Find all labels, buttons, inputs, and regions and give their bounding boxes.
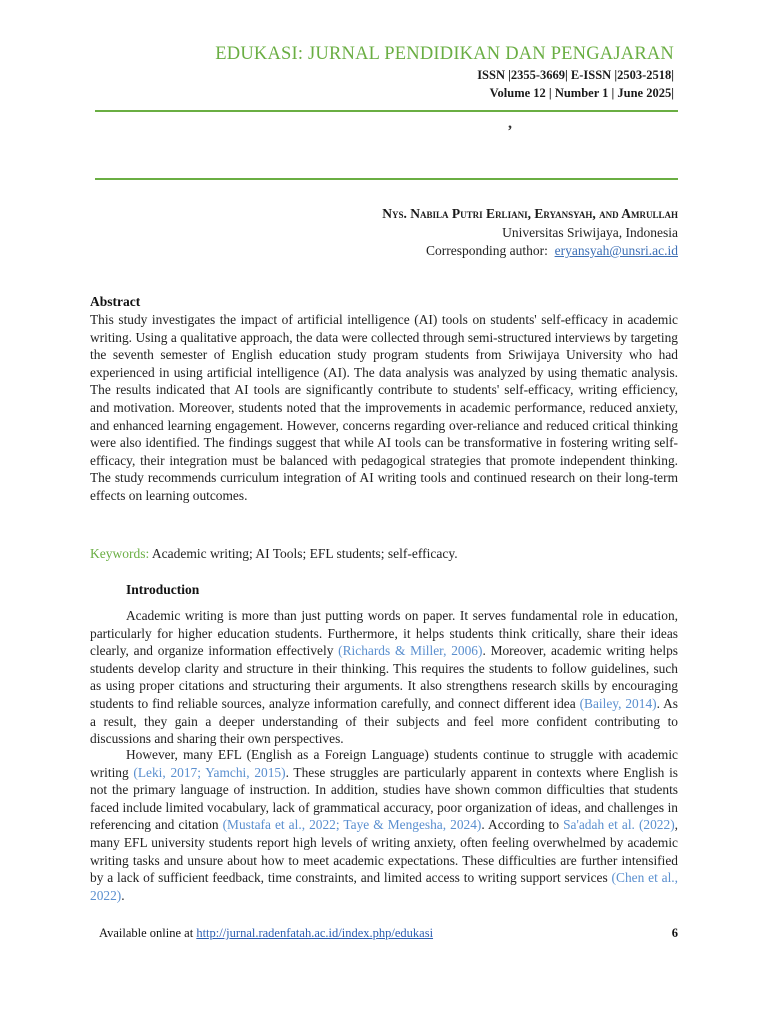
introduction-heading: Introduction xyxy=(126,582,200,597)
citation-link[interactable]: (Mustafa et al., 2022; Taye & Mengesha, 2024) xyxy=(222,817,482,833)
citation-link[interactable]: (Richards & Miller, 2006) xyxy=(338,643,483,659)
footer-journal-link[interactable]: http://jurnal.radenfatah.ac.id/index.php/edukasi xyxy=(196,926,434,940)
author-names: Nys. Nabila Putri Erliani, Eryansyah, and Amrullah xyxy=(382,206,678,221)
footer-availability xyxy=(99,926,433,941)
header-rule-bottom xyxy=(95,178,678,180)
keywords-text: Academic writing; AI Tools; EFL students; self-efficacy. xyxy=(149,546,458,561)
stray-mark: , xyxy=(508,115,512,132)
p2-text-2: . These struggles are particularly apparent in contexts where English is not the primary language of instruction. In addition, studies have shown common difficulties that students faced include limited vocabulary, lack of grammatical accuracy, poor organization of ideas, and challenges in referencing and citation xyxy=(90,764,679,833)
keywords-label: Keywords: xyxy=(90,546,150,561)
citation-link[interactable]: Sa'adah et al. (2022) xyxy=(563,817,675,833)
citation-link[interactable]: (Chen et al., 2022) xyxy=(90,870,678,903)
p2-text-1: However, many EFL (English as a Foreign Language) students continue to struggle with academic writing xyxy=(90,747,678,780)
citation-link[interactable]: (Bailey, 2014) xyxy=(579,695,657,711)
author-affiliation: Universitas Sriwijaya, Indonesia xyxy=(502,225,678,240)
abstract-heading: Abstract xyxy=(90,294,141,309)
p2-text-3: . According to xyxy=(481,817,564,833)
header-rule-top xyxy=(95,110,678,112)
corresponding-author xyxy=(426,243,678,259)
citation-link[interactable]: (Leki, 2017; Yamchi, 2015) xyxy=(133,764,286,780)
issn-line: ISSN |2355-3669| E-ISSN |2503-2518| xyxy=(477,68,674,82)
p2-text-5: . xyxy=(121,887,125,903)
p1-text-3: . As a result, they gain a deeper understanding of their subjects and feel more confident contributing to discussions and sharing their own perspectives. xyxy=(90,695,678,747)
page-number: 6 xyxy=(671,926,678,940)
intro-paragraph-2 xyxy=(90,746,678,904)
keywords-line xyxy=(90,546,458,562)
journal-title: EDUKASI: JURNAL PENDIDIKAN DAN PENGAJARAN xyxy=(215,44,674,64)
p1-text-1: Academic writing is more than just putting words on paper. It serves fundamental role in education, particularly for higher education students. Furthermore, it helps students think critically, share their ideas clearly, and organize information effectively xyxy=(90,608,678,659)
p1-text-2: . Moreover, academic writing helps students develop clarity and structure in their thinking. This requires the students to follow guidelines, such as using proper citations and structuring their arguments. It also strengthens research skills by encouraging students to find reliable sources, analyze information carefully, and connect different idea xyxy=(90,643,678,711)
volume-line: Volume 12 | Number 1 | June 2025| xyxy=(489,86,674,100)
footer-available-label: Available online at xyxy=(99,926,197,940)
intro-paragraph-1 xyxy=(90,607,678,748)
corresponding-email-link[interactable]: eryansyah@unsri.ac.id xyxy=(554,243,678,258)
abstract-text: This study investigates the impact of artificial intelligence (AI) tools on students' self-efficacy in academic writing. Using a qualitative approach, the data were collected through semi-structured interviews by targeting the seventh semester of English education study program students from Sriwijaya University who had experienced in using artificial intelligence (AI). The data analysis was analyzed by using thematic analysis. The results indicated that AI tools are significantly contribute to students' self-efficacy, writing efficiency, and motivation. Moreover, students noted that the improvements in academic performance, reduced anxiety, and enhanced learning engagement. However, concerns regarding over-reliance and reduced critical thinking were also identified. The findings suggest that while AI tools can be transformative in fostering writing self-efficacy, their integration must be balanced with pedagogical strategies that promote independent thinking. The study recommends curriculum integration of AI writing tools and continued research on their long-term effects on learning outcomes. xyxy=(90,312,678,503)
corresponding-label: Corresponding author: xyxy=(425,243,548,258)
p2-text-4: , many EFL university students report high levels of writing anxiety, often feeling overwhelmed by academic writing tasks and unsure about how to meet academic expectations. These difficulties are further intensified by a lack of sufficient feedback, time constraints, and limited access to writing support services xyxy=(90,817,679,886)
